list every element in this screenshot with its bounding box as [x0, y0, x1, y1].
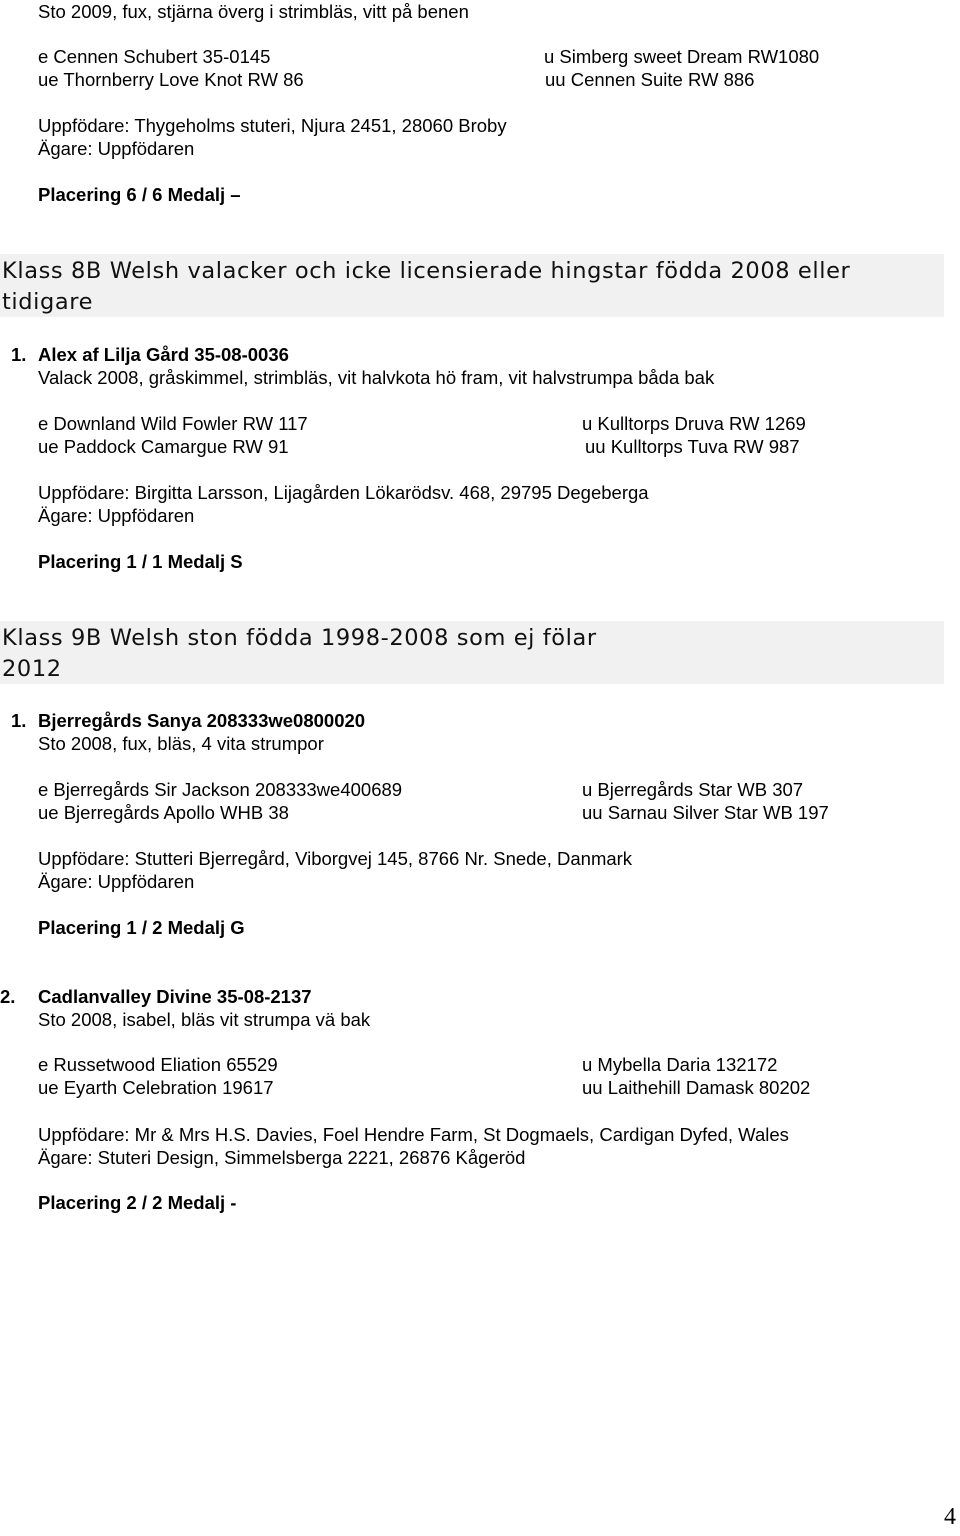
- entry-description: Sto 2009, fux, stjärna överg i strimbläs, vitt på benen: [38, 1, 469, 22]
- owner: Ägare: Uppfödaren: [38, 871, 195, 892]
- class-title-line2: tidigare: [2, 289, 94, 315]
- pedigree-sire: e Bjerregårds Sir Jackson 208333we400689: [38, 779, 403, 800]
- horse-name: Cadlanvalley Divine 35-08-2137: [38, 986, 312, 1007]
- breeder: Uppfödare: Birgitta Larsson, Lijagården Lökarödsv. 468, 29795 Degeberga: [38, 482, 649, 503]
- owner: Ägare: Uppfödaren: [38, 138, 195, 159]
- pedigree-sire: e Russetwood Eliation 65529: [38, 1054, 278, 1075]
- pedigree-sire: e Downland Wild Fowler RW 117: [38, 413, 308, 434]
- pedigree-dam: u Kulltorps Druva RW 1269: [582, 413, 806, 434]
- owner: Ägare: Stuteri Design, Simmelsberga 2221, 26876 Kågeröd: [38, 1147, 526, 1168]
- entry-number: 2.: [0, 986, 16, 1007]
- pedigree-paternal-grandsire: ue Bjerregårds Apollo WHB 38: [38, 802, 289, 823]
- page-number: 4: [944, 1504, 956, 1530]
- class-header-8b: [0, 254, 944, 317]
- breeder: Uppfödare: Stutteri Bjerregård, Viborgvej 145, 8766 Nr. Snede, Danmark: [38, 848, 633, 869]
- pedigree-sire: e Cennen Schubert 35-0145: [38, 46, 271, 67]
- entry-number: 1.: [11, 710, 27, 731]
- entry-description: Sto 2008, fux, bläs, 4 vita strumpor: [38, 733, 324, 754]
- horse-name: Alex af Lilja Gård 35-08-0036: [38, 344, 289, 365]
- placement: Placering 6 / 6 Medalj –: [38, 184, 241, 205]
- breeder: Uppfödare: Thygeholms stuteri, Njura 2451, 28060 Broby: [38, 115, 507, 136]
- horse-name: Bjerregårds Sanya 208333we0800020: [38, 710, 366, 731]
- entry-number: 1.: [11, 344, 27, 365]
- class-title-line2: 2012: [2, 656, 62, 682]
- pedigree-maternal-grandsire: uu Sarnau Silver Star WB 197: [582, 802, 829, 823]
- pedigree-maternal-grandsire: uu Kulltorps Tuva RW 987: [585, 436, 800, 457]
- pedigree-paternal-grandsire: ue Eyarth Celebration 19617: [38, 1077, 274, 1098]
- breeder: Uppfödare: Mr & Mrs H.S. Davies, Foel Hendre Farm, St Dogmaels, Cardigan Dyfed, Wales: [38, 1124, 789, 1145]
- placement: Placering 2 / 2 Medalj -: [38, 1192, 237, 1213]
- pedigree-dam: u Simberg sweet Dream RW1080: [544, 46, 820, 67]
- entry-description: Sto 2008, isabel, bläs vit strumpa vä bak: [38, 1009, 371, 1030]
- pedigree-maternal-grandsire: uu Laithehill Damask 80202: [582, 1077, 811, 1098]
- pedigree-paternal-grandsire: ue Thornberry Love Knot RW 86: [38, 69, 304, 90]
- entry-description: Valack 2008, gråskimmel, strimbläs, vit halvkota hö fram, vit halvstrumpa båda bak: [38, 367, 715, 388]
- placement: Placering 1 / 2 Medalj G: [38, 917, 245, 938]
- owner: Ägare: Uppfödaren: [38, 505, 195, 526]
- pedigree-dam: u Bjerregårds Star WB 307: [582, 779, 804, 800]
- class-title-line1: Klass 8B Welsh valacker och icke licensierade hingstar födda 2008 eller: [2, 258, 851, 284]
- placement: Placering 1 / 1 Medalj S: [38, 551, 243, 572]
- pedigree-dam: u Mybella Daria 132172: [582, 1054, 778, 1075]
- pedigree-maternal-grandsire: uu Cennen Suite RW 886: [545, 69, 755, 90]
- class-title-line1: Klass 9B Welsh ston födda 1998-2008 som ej fölar: [2, 625, 597, 651]
- class-header-9b: [0, 621, 944, 684]
- pedigree-paternal-grandsire: ue Paddock Camargue RW 91: [38, 436, 289, 457]
